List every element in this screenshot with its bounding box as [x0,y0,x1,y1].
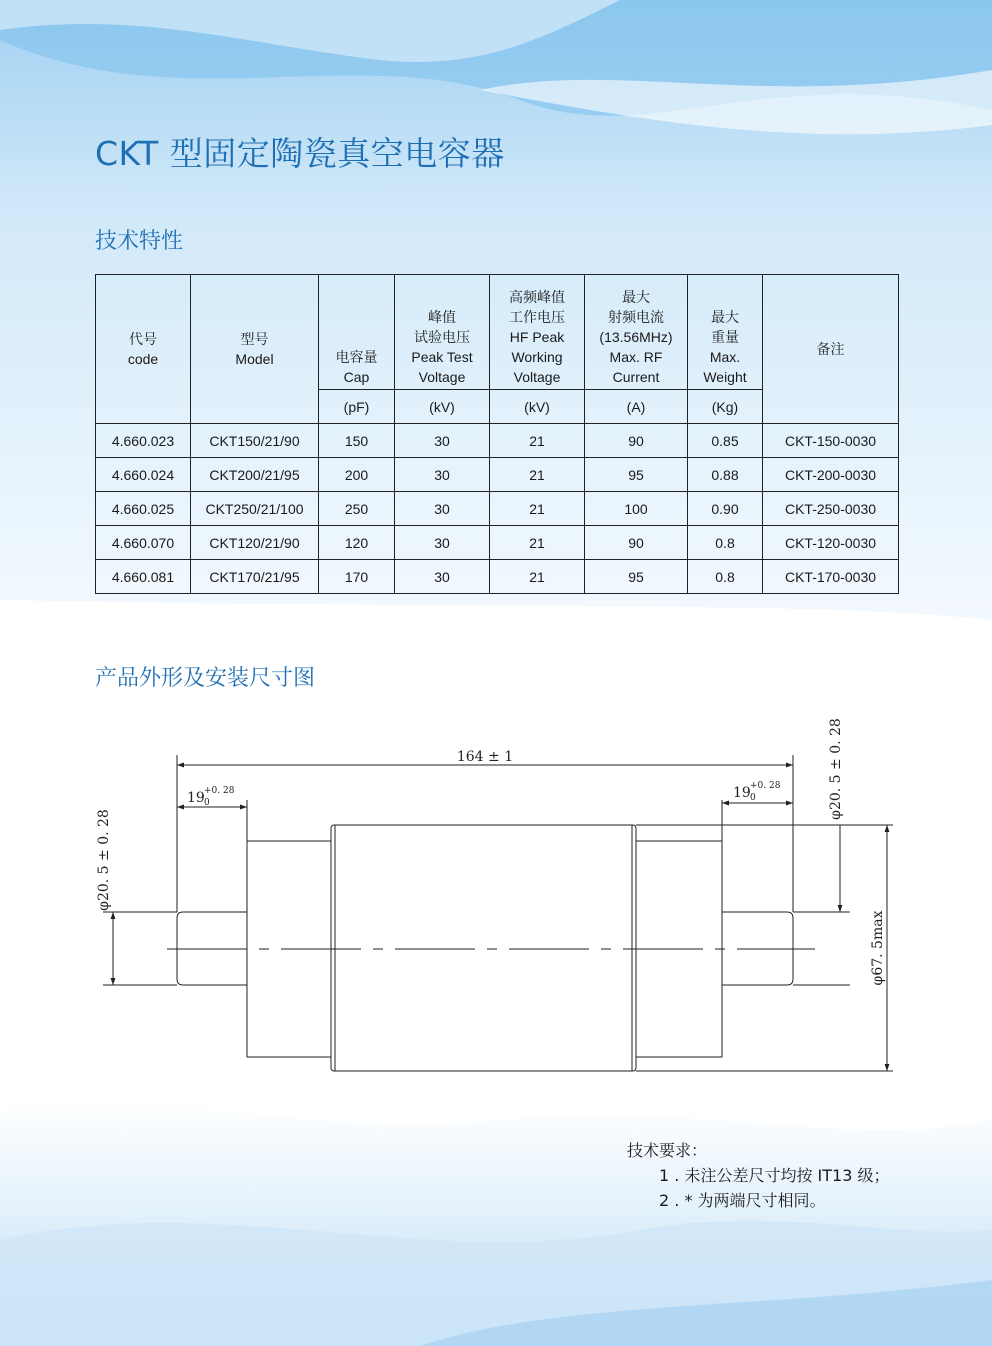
header-line: (13.56MHz) [599,329,673,345]
header-hf-working-voltage [490,275,585,390]
section-heading-outline: 产品外形及安装尺寸图 [95,666,316,691]
header-line: 射频电流 [608,309,664,325]
left-terminal-length-label: 19 [187,790,205,806]
cell-code: 4.660.025 [96,492,191,526]
note-item: 2 . * 为两端尺寸相同。 [659,1191,826,1210]
header-peak-test-voltage [395,275,490,390]
cell-max-rf-current: 90 [585,526,688,560]
cell-capacitance: 250 [319,492,395,526]
table-row [96,526,899,560]
header-line: 最大 [622,289,650,305]
header-model [191,275,319,424]
header-line: Model [235,351,274,367]
table-header-row [96,275,899,390]
cell-capacitance: 120 [319,526,395,560]
header-line: 最大 [711,309,739,325]
cell-hf-working-voltage: 21 [490,424,585,458]
header-line: code [127,351,159,367]
notes-heading: 技术要求： [627,1141,708,1160]
header-line: Working [511,349,563,365]
header-line: Voltage [418,369,466,385]
header-code [96,275,191,424]
cell-peak-test-voltage: 30 [395,560,490,594]
cell-remarks: CKT-200-0030 [763,458,899,492]
table-row [96,492,899,526]
technical-notes [627,1138,889,1213]
header-max-weight [688,275,763,390]
header-line: HF Peak [509,329,565,345]
left-terminal-tol-upper: +0. 28 [204,786,235,796]
cell-code: 4.660.081 [96,560,191,594]
header-line: 峰值 [428,309,456,325]
unit-cell: (A) [585,390,688,424]
table-row [96,424,899,458]
cell-capacitance: 200 [319,458,395,492]
unit-cell: (kV) [395,390,490,424]
body-diameter-label: φ67. 5max [870,910,886,986]
cell-peak-test-voltage: 30 [395,424,490,458]
header-line: 型号 [240,331,269,347]
right-terminal-tol-upper: +0. 28 [750,781,781,791]
cell-capacitance: 170 [319,560,395,594]
cell-peak-test-voltage: 30 [395,526,490,560]
page-title: CKT 型固定陶瓷真空电容器 [95,134,505,173]
right-terminal-diameter-label: φ20. 5 ± 0. 28 [828,718,844,820]
table-row [96,560,899,594]
cell-remarks: CKT-120-0030 [763,526,899,560]
header-line: 重量 [711,329,739,345]
cell-capacitance: 150 [319,424,395,458]
header-line: Max. RF [609,349,663,365]
header-line: Voltage [513,369,561,385]
cell-max-weight: 0.88 [688,458,763,492]
header-line: 试验电压 [414,329,470,345]
cell-max-weight: 0.85 [688,424,763,458]
cell-max-rf-current: 100 [585,492,688,526]
left-terminal-diameter-label: φ20. 5 ± 0. 28 [96,809,112,911]
header-line: 代号 [129,331,157,347]
outline-drawing [95,705,898,1085]
cell-model: CKT170/21/95 [191,560,319,594]
unit-cell: (Kg) [688,390,763,424]
cell-max-weight: 0.8 [688,526,763,560]
cell-code: 4.660.024 [96,458,191,492]
cell-hf-working-voltage: 21 [490,526,585,560]
cell-model: CKT120/21/90 [191,526,319,560]
header-line: Weight [703,369,747,385]
header-line: Peak Test [411,349,473,365]
header-line: Max. [709,349,741,365]
right-terminal-length-label: 19 [733,785,751,801]
spec-table [95,274,899,594]
cell-remarks: CKT-150-0030 [763,424,899,458]
header-line: 电容量 [335,349,378,365]
cell-hf-working-voltage: 21 [490,492,585,526]
header-line: 高频峰值 [509,289,565,305]
unit-cell: (kV) [490,390,585,424]
cell-max-rf-current: 95 [585,560,688,594]
cell-model: CKT250/21/100 [191,492,319,526]
unit-cell: (pF) [319,390,395,424]
cell-max-rf-current: 90 [585,424,688,458]
header-line: 备注 [816,341,845,357]
left-terminal-tol-lower: 0 [204,798,210,808]
table-row [96,458,899,492]
cell-hf-working-voltage: 21 [490,560,585,594]
cell-peak-test-voltage: 30 [395,458,490,492]
header-line: 工作电压 [509,309,565,325]
header-capacitance [319,275,395,390]
cell-code: 4.660.070 [96,526,191,560]
cell-max-weight: 0.90 [688,492,763,526]
section-heading-specs: 技术特性 [95,229,184,254]
header-max-rf-current [585,275,688,390]
overall-length-label: 164 ± 1 [456,749,514,765]
cell-remarks: CKT-170-0030 [763,560,899,594]
right-terminal-tol-lower: 0 [750,793,756,803]
cell-code: 4.660.023 [96,424,191,458]
cell-hf-working-voltage: 21 [490,458,585,492]
cell-model: CKT150/21/90 [191,424,319,458]
note-item: 1 . 未注公差尺寸均按 IT13 级； [659,1166,890,1185]
cell-max-rf-current: 95 [585,458,688,492]
header-line: Cap [343,369,370,385]
cell-remarks: CKT-250-0030 [763,492,899,526]
header-line: Current [612,369,660,385]
cell-model: CKT200/21/95 [191,458,319,492]
header-remarks [763,275,899,424]
cell-peak-test-voltage: 30 [395,492,490,526]
cell-max-weight: 0.8 [688,560,763,594]
